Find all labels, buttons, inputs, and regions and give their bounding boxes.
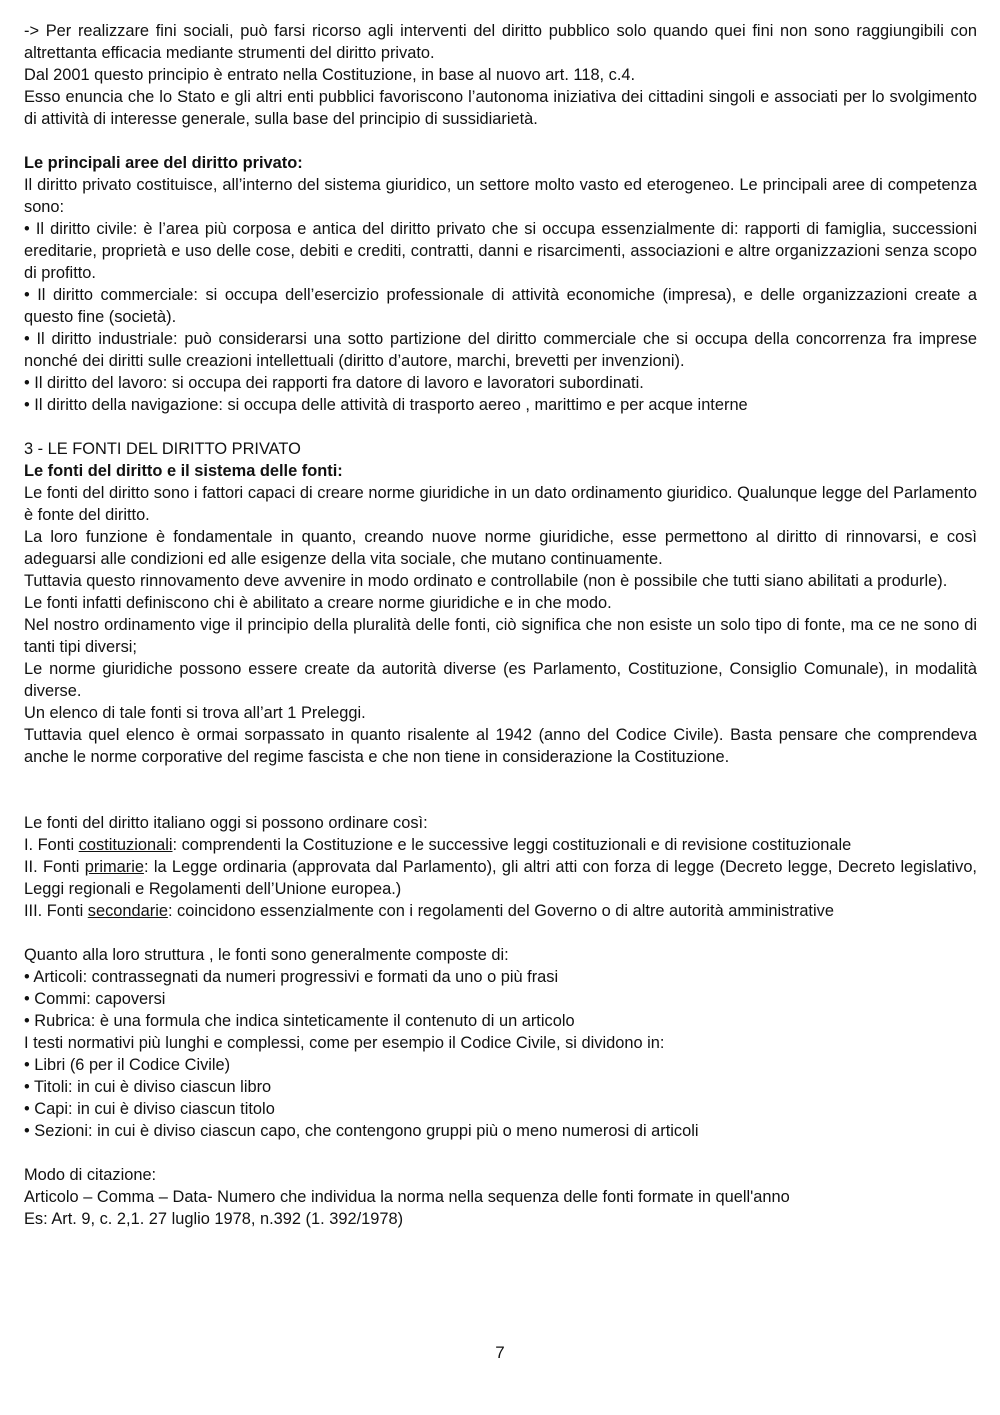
sources-heading: Le fonti del diritto e il sistema delle fonti: — [24, 462, 343, 480]
sources-paragraph: Un elenco di tale fonti si trova all’art 1 Preleggi. — [24, 704, 366, 722]
page-number: 7 — [495, 1343, 505, 1362]
spacer — [24, 768, 977, 812]
sources-paragraph: Le fonti del diritto sono i fattori capaci di creare norme giuridiche in un dato ordinamento giuridico. Qualunque legge del Parlamento è fonte del diritto. — [24, 484, 977, 524]
citation-line: Articolo – Comma – Data- Numero che individua la norma nella sequenza delle fonti formate in quell'anno — [24, 1188, 790, 1206]
sources-paragraph: Le fonti infatti definiscono chi è abilitato a creare norme giuridiche e in che modo. — [24, 594, 612, 612]
list-item: • Capi: in cui è diviso ciascun titolo — [24, 1100, 275, 1118]
section-title: 3 - LE FONTI DEL DIRITTO PRIVATO — [24, 440, 301, 458]
order-item-constitutional: I. Fonti costituzionali: comprendenti la Costituzione e le successive leggi costituzionali e di revisione costituzionale — [24, 836, 852, 854]
document-page — [24, 20, 977, 1230]
spacer — [24, 922, 977, 944]
list-item: • Rubrica: è una formula che indica sinteticamente il contenuto di un articolo — [24, 1012, 575, 1030]
list-item: • Sezioni: in cui è diviso ciascun capo, che contengono gruppi più o meno numerosi di articoli — [24, 1122, 699, 1140]
list-item: • Articoli: contrassegnati da numeri progressivi e formati da uno o più frasi — [24, 968, 559, 986]
underlined-term: costituzionali — [78, 836, 173, 854]
sources-paragraph: Le norme giuridiche possono essere create da autorità diverse (es Parlamento, Costituzione, Consiglio Comunale), in modalità diverse. — [24, 660, 977, 700]
list-item: • Il diritto industriale: può considerarsi una sotto partizione del diritto commerciale che si occupa della concorrenza fra imprese nonché dei diritti sulle creazioni intellettuali (diritto d’autore, marchi, brevetti per invenzioni). — [24, 330, 977, 370]
citation-heading: Modo di citazione: — [24, 1166, 157, 1184]
order-item-primary: II. Fonti primarie: la Legge ordinaria (approvata dal Parlamento), gli altri atti con forza di legge (Decreto legge, Decreto legislativo, Leggi regionali e Regolamenti dell’Unione europea.) — [24, 858, 977, 898]
sources-paragraph: La loro funzione è fondamentale in quanto, creando nuove norme giuridiche, esse permettono al diritto di rinnovarsi, e così adeguarsi alle condizioni ed alle esigenze della vita sociale, che mutano continuamente. — [24, 528, 977, 568]
intro-paragraph-1: -> Per realizzare fini sociali, può farsi ricorso agli interventi del diritto pubblico solo quando quei fini non sono raggiungibili con altrettanta efficacia mediante strumenti del diritto privato. — [24, 22, 977, 62]
underlined-term: secondarie — [87, 902, 168, 920]
structure-intro: Quanto alla loro struttura , le fonti sono generalmente composte di: — [24, 946, 509, 964]
sources-paragraph: Tuttavia questo rinnovamento deve avvenire in modo ordinato e controllabile (non è possibile che tutti siano abilitati a produrle). — [24, 572, 948, 590]
spacer — [24, 1142, 977, 1164]
list-item: • Il diritto del lavoro: si occupa dei rapporti fra datore di lavoro e lavoratori subordinati. — [24, 374, 644, 392]
sources-paragraph: Nel nostro ordinamento vige il principio della pluralità delle fonti, ciò significa che non esiste un solo tipo di fonte, ma ce ne sono di tanti tipi diversi; — [24, 616, 977, 656]
citation-example: Es: Art. 9, c. 2,1. 27 luglio 1978, n.392 (1. 392/1978) — [24, 1210, 404, 1228]
spacer — [24, 416, 977, 438]
intro-paragraph-3: Esso enuncia che lo Stato e gli altri enti pubblici favoriscono l’autonoma iniziativa dei cittadini singoli e associati per lo svolgimento di attività di interesse generale, sulla base del principio di sussidiarietà. — [24, 88, 977, 128]
list-item: • Il diritto della navigazione: si occupa delle attività di trasporto aereo , marittimo e per acque interne — [24, 396, 748, 414]
list-item: • Libri (6 per il Codice Civile) — [24, 1056, 231, 1074]
list-item: • Titoli: in cui è diviso ciascun libro — [24, 1078, 272, 1096]
list-item: • Commi: capoversi — [24, 990, 166, 1008]
order-intro: Le fonti del diritto italiano oggi si possono ordinare così: — [24, 814, 428, 832]
sources-paragraph: Tuttavia quel elenco è ormai sorpassato in quanto risalente al 1942 (anno del Codice Civile). Basta pensare che comprendeva anche le norme corporative del regime fascista e che non tiene in considerazione la Costituzione. — [24, 726, 977, 766]
spacer — [24, 130, 977, 152]
underlined-term: primarie — [84, 858, 144, 876]
areas-heading: Le principali aree del diritto privato: — [24, 154, 303, 172]
areas-intro: Il diritto privato costituisce, all’interno del sistema giuridico, un settore molto vasto ed eterogeneo. Le principali aree di competenza sono: — [24, 176, 977, 216]
order-item-secondary: III. Fonti secondarie: coincidono essenzialmente con i regolamenti del Governo o di altre autorità amministrative — [24, 902, 834, 920]
intro-paragraph-2: Dal 2001 questo principio è entrato nella Costituzione, in base al nuovo art. 118, c.4. — [24, 66, 636, 84]
structure-intro-2: I testi normativi più lunghi e complessi, come per esempio il Codice Civile, si dividono in: — [24, 1034, 665, 1052]
list-item: • Il diritto commerciale: si occupa dell’esercizio professionale di attività economiche (impresa), e delle organizzazioni create a questo fine (società). — [24, 286, 977, 326]
list-item: • Il diritto civile: è l’area più corposa e antica del diritto privato che si occupa essenzialmente di: rapporti di famiglia, successioni ereditarie, proprietà e uso delle cose, debiti e crediti, contratti, danni e risarcimenti, associazioni e altre organizzazioni senza scopo di profitto. — [24, 220, 977, 282]
